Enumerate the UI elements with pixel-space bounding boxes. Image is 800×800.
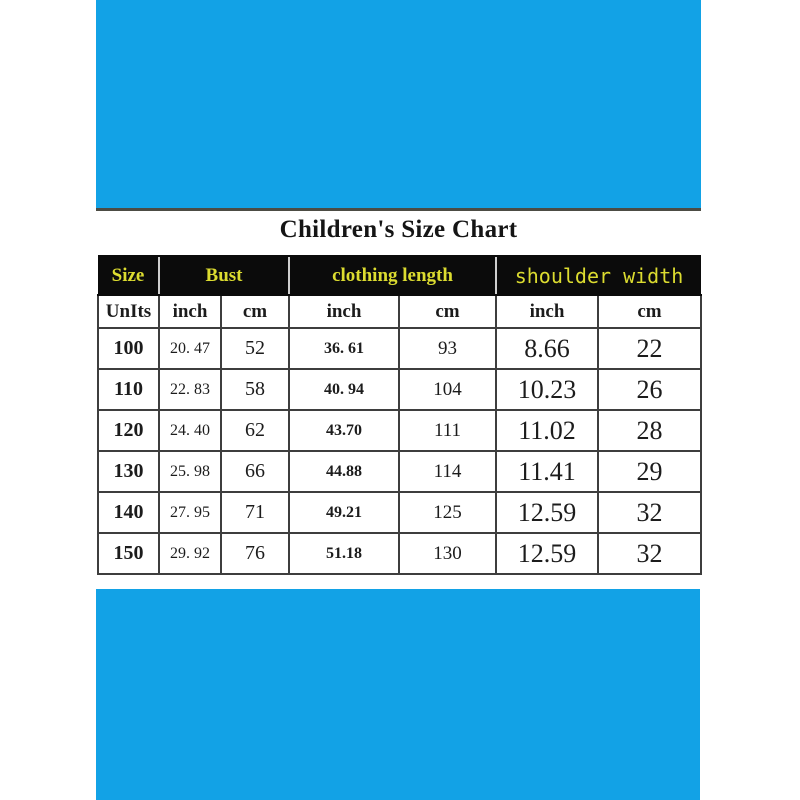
unit-cell-length-cm: cm [399, 295, 496, 328]
unit-cell-shoulder-inch: inch [496, 295, 598, 328]
cell-bust-inch: 20. 47 [159, 328, 221, 369]
cell-size: 140 [98, 492, 159, 533]
unit-cell-bust-cm: cm [221, 295, 289, 328]
col-header-shoulder-width: shoulder width [496, 256, 701, 295]
unit-cell-shoulder-cm: cm [598, 295, 701, 328]
top-blue-banner [96, 0, 701, 211]
bottom-blue-banner [96, 589, 700, 800]
cell-bust-cm: 71 [221, 492, 289, 533]
cell-shoulder-cm: 28 [598, 410, 701, 451]
cell-shoulder-inch: 11.41 [496, 451, 598, 492]
unit-row [98, 295, 701, 328]
cell-shoulder-cm: 32 [598, 533, 701, 574]
cell-bust-inch: 29. 92 [159, 533, 221, 574]
cell-size: 150 [98, 533, 159, 574]
unit-cell-bust-inch: inch [159, 295, 221, 328]
table-row-size-120 [98, 410, 701, 451]
cell-length-inch: 49.21 [289, 492, 399, 533]
table-row-size-110 [98, 369, 701, 410]
cell-length-inch: 51.18 [289, 533, 399, 574]
cell-shoulder-inch: 11.02 [496, 410, 598, 451]
cell-length-cm: 130 [399, 533, 496, 574]
cell-shoulder-cm: 29 [598, 451, 701, 492]
cell-size: 100 [98, 328, 159, 369]
cell-length-cm: 114 [399, 451, 496, 492]
cell-bust-cm: 62 [221, 410, 289, 451]
cell-shoulder-inch: 8.66 [496, 328, 598, 369]
cell-bust-cm: 58 [221, 369, 289, 410]
cell-length-cm: 125 [399, 492, 496, 533]
cell-length-inch: 36. 61 [289, 328, 399, 369]
cell-size: 120 [98, 410, 159, 451]
col-header-size: Size [98, 256, 159, 295]
cell-shoulder-inch: 12.59 [496, 492, 598, 533]
cell-shoulder-cm: 22 [598, 328, 701, 369]
cell-shoulder-inch: 10.23 [496, 369, 598, 410]
cell-shoulder-cm: 26 [598, 369, 701, 410]
cell-shoulder-inch: 12.59 [496, 533, 598, 574]
group-header-row [98, 256, 701, 295]
cell-length-cm: 93 [399, 328, 496, 369]
size-chart-table [97, 255, 702, 575]
cell-bust-cm: 52 [221, 328, 289, 369]
cell-bust-cm: 66 [221, 451, 289, 492]
cell-size: 110 [98, 369, 159, 410]
cell-length-inch: 40. 94 [289, 369, 399, 410]
table-row-size-140 [98, 492, 701, 533]
unit-cell-length-inch: inch [289, 295, 399, 328]
table-row-size-100 [98, 328, 701, 369]
cell-shoulder-cm: 32 [598, 492, 701, 533]
cell-bust-inch: 22. 83 [159, 369, 221, 410]
table-row-size-150 [98, 533, 701, 574]
table-row-size-130 [98, 451, 701, 492]
cell-length-inch: 44.88 [289, 451, 399, 492]
col-header-clothing-length: clothing length [289, 256, 496, 295]
cell-bust-inch: 27. 95 [159, 492, 221, 533]
col-header-bust: Bust [159, 256, 289, 295]
cell-bust-inch: 24. 40 [159, 410, 221, 451]
cell-bust-cm: 76 [221, 533, 289, 574]
cell-length-cm: 104 [399, 369, 496, 410]
unit-cell-label: UnIts [98, 295, 159, 328]
cell-length-inch: 43.70 [289, 410, 399, 451]
page-title: Children's Size Chart [279, 216, 518, 243]
cell-length-cm: 111 [399, 410, 496, 451]
cell-size: 130 [98, 451, 159, 492]
cell-bust-inch: 25. 98 [159, 451, 221, 492]
